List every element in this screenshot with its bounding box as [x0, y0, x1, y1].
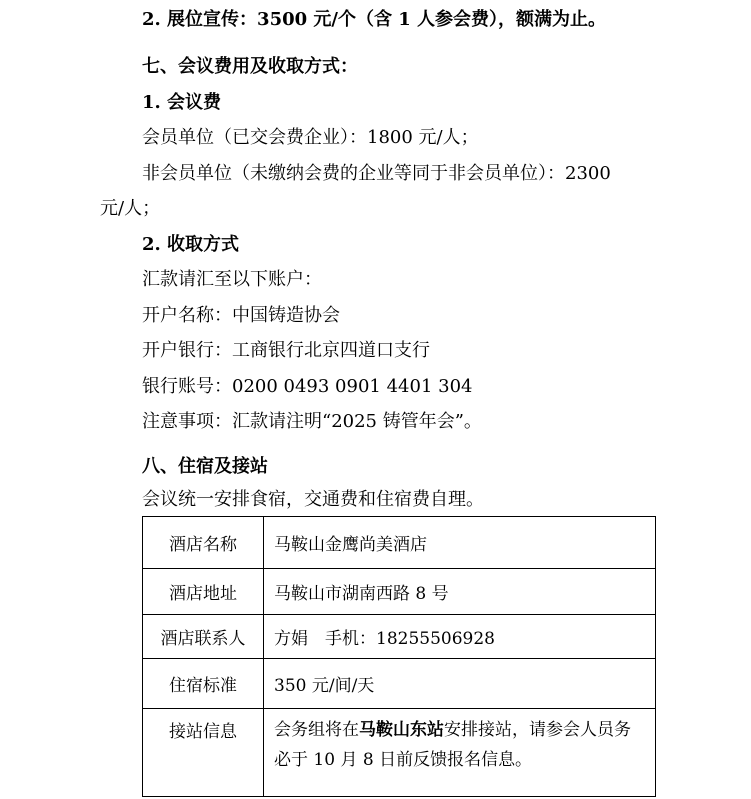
- booth-promo-line: 2. 展位宣传：3500 元/个（含 1 人参会费），额满为止。: [142, 9, 607, 30]
- note-line: 注意事项：汇款请注明“2025 铸管年会”。: [142, 411, 482, 432]
- room-rate-label: 住宿标准: [143, 659, 264, 709]
- section-7-title: 七、会议费用及收取方式：: [142, 56, 358, 77]
- fee-heading: 1. 会议费: [142, 92, 222, 113]
- pickup-info-value: [264, 709, 656, 797]
- table-row: [143, 615, 656, 659]
- hotel-name-label: 酒店名称: [143, 517, 264, 569]
- pickup-info-label: 接站信息: [143, 709, 264, 797]
- room-rate-value: 350 元/间/天: [264, 659, 656, 709]
- hotel-contact-value: 方娟 手机：18255506928: [264, 615, 656, 659]
- hotel-info-table: [142, 516, 656, 797]
- hotel-address-value: 马鞍山市湖南西路 8 号: [264, 569, 656, 615]
- bank-name-line: 开户银行：工商银行北京四道口支行: [142, 340, 430, 361]
- account-name-line: 开户名称：中国铸造协会: [142, 305, 340, 326]
- pickup-station: 马鞍山东站: [359, 720, 444, 740]
- table-row: [143, 569, 656, 615]
- remit-to-line: 汇款请汇至以下账户：: [142, 269, 322, 290]
- hotel-address-label: 酒店地址: [143, 569, 264, 615]
- member-fee-line: 会员单位（已交会费企业）：1800 元/人；: [142, 127, 479, 148]
- section-8-title: 八、住宿及接站: [142, 456, 268, 477]
- pickup-info-prefix: 会务组将在: [274, 720, 359, 740]
- pickup-info-suffix: 安排接站，请参会人员务必于 10 月 8 日前反馈报名信息。: [274, 720, 631, 770]
- nonmember-fee-line-2: 元/人；: [100, 198, 161, 219]
- nonmember-fee-line-1: 非会员单位（未缴纳会费的企业等同于非会员单位）：2300: [142, 163, 611, 184]
- hotel-contact-label: 酒店联系人: [143, 615, 264, 659]
- accommodation-note: 会议统一安排食宿，交通费和住宿费自理。: [142, 489, 484, 510]
- table-row: [143, 659, 656, 709]
- hotel-name-value: 马鞍山金鹰尚美酒店: [264, 517, 656, 569]
- collection-heading: 2. 收取方式: [142, 234, 240, 255]
- table-row: [143, 709, 656, 797]
- table-row: [143, 517, 656, 569]
- account-number-line: 银行账号：0200 0493 0901 4401 304: [142, 376, 473, 397]
